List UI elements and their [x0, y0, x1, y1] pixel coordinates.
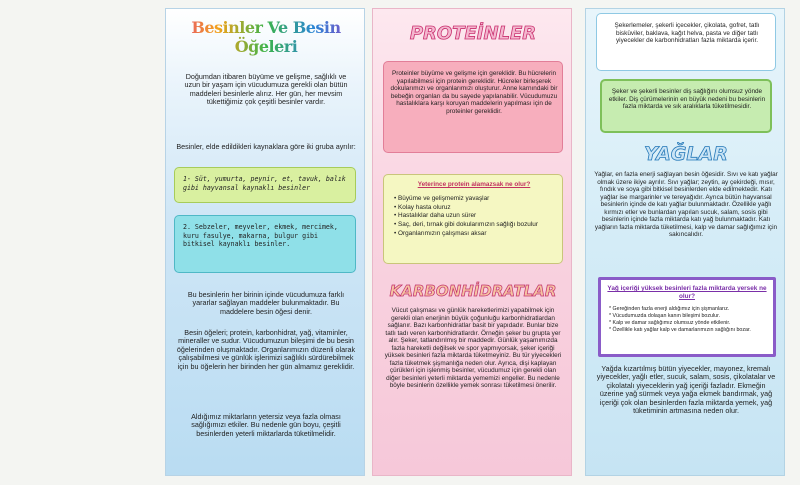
carbohydrates-text: Vücut çalışması ve günlük hareketlerimizi yapabilmek için gerekli olan enerjinin büyük çoğunluğu karbonhidratlardan sağlanır. Bazı karbonhidratlar basit bir yapıdadır. Bunlar bize tatlı tadı veren karbonhidratlardır. Örneğin şeker bu grupta yer alır. Şeker, tatlandırılmış bir maddedir. Günlük yaşamımızda fazla hareketli değilsek ve spor yapmıyorsak, şeker içeriği yüksek besinleri fazla miktarda tüketmeyiniz. Bu tür yiyecekleri fazla tüketmek şişmanlığa neden olur. Ayrıca, dişi kaplayan çürükleri için işlenmiş besinler, vücudumuz için gerekli olan diğer besinleri yeterli miktarda yememizi engeller. Bu nedenle böyle besinlerin özellikle yemek sonrası tüketilmesi önerilir. [384, 307, 562, 390]
deficiency-item: • Hastalıklar daha uzun sürer [394, 212, 477, 220]
panel1-body-3: Aldığımız miktarların yetersiz veya fazla olması sağlığımızı etkiler. Bu nedenle gün boyu, çeşitli besinlerden yeterli miktarlarda tüketilmelidir. [191, 412, 341, 438]
animal-sources-box [174, 167, 356, 203]
panel1-body-1: Bu besinlerin her birinin içinde vücudumuza farklı yararlar sağlayan maddeler bulunmaktadır. Bu maddelere besin öğesi denir. [187, 290, 345, 316]
fats-warning-item: * Kalp ve damar sağlığımız olumsuz yönde etkilenir. [609, 320, 731, 327]
fats-warning-list [609, 306, 769, 335]
panel-nutrients [165, 8, 365, 476]
panel1-groups-intro: Besinler, elde edildikleri kaynaklara göre iki gruba ayrılır: [176, 142, 356, 151]
protein-deficiency-list [394, 195, 556, 238]
protein-deficiency-box [383, 174, 563, 264]
protein-info-text: Proteinler büyüme ve gelişme için gereklidir. Bu hücrelerin yapılabilmesi için protein gereklidir. Hücreler birleşerek dokularımızı ve organlarımızı oluşturur. Anne karnındaki bir bebeğin organları da bu sayede yapılanabilir. Vücudumuzu hastalıklara karşı koruyan maddelerin yapılması için de proteinler gereklidir. [390, 70, 558, 115]
fats-warning-title: Yağ içeriği yüksek besinleri fazla miktarda yersek ne olur? [607, 285, 767, 300]
fats-bottom-text: Yağda kızartılmış bütün yiyecekler, mayonez, kremalı yiyecekler, yağlı etler, sucuk, salam, sosis, çikolatalar ve çikolatalı yiyeceklerin yağ içeriği fazladır. Ekmeğin üzerine yağ sürmek veya yağa ekmek bandırmak, yağ içeriği çok olan besinlerden fazla miktarda yemek, yağ tüketiminin artmasına neden olur. [596, 364, 776, 416]
deficiency-item: • Organlarımızın çalışması aksar [394, 229, 487, 237]
panel1-body-2: Besin öğeleri; protein, karbonhidrat, yağ, vitaminler, mineraller ve sudur. Vücudumuzun bileşimi de bu besin öğelerinden oluşmaktadır. Organlarımızın düzenli olarak çalışabilmesi ve günlük işlerimizi sağlıklı sürdürebilmek için bu öğelerin her birinden her gün almamız gereklidir. [176, 328, 356, 371]
sweets-box [596, 13, 776, 71]
deficiency-item: • Büyüme ve gelişmemiz yavaşlar [394, 195, 490, 202]
sweets-text: Şekerlemeler, şekerli içecekler, çikolata, gofret, tatlı bisküviler, baklava, kağıt helva, pasta ve diğer tatlı yiyecekler de karbonhidratları fazla miktarda içerir. [614, 22, 760, 45]
panel1-title: Besinler Ve Besin Öğeleri [170, 19, 362, 57]
protein-deficiency-title: Yeterince protein alamazsak ne olur? [417, 181, 531, 188]
proteins-title: PROTEİNLER [409, 23, 537, 44]
fats-warning-box [598, 277, 776, 357]
panel-proteins [372, 8, 572, 476]
fats-warning-item: * Özellikle katı yağlar kalp ve damarlarımızın sağlığını bozar. [609, 327, 751, 334]
plant-sources-text: 2. Sebzeler, meyveler, ekmek, mercimek, kuru fasulye, makarna, bulgur gibi bitkisel kaynaklı besinler. [183, 223, 338, 249]
fats-warning-item: * Vücudumuzda dolaşan kanın bileşimi bozulur. [609, 313, 721, 320]
plant-sources-box [174, 215, 356, 273]
animal-sources-text: 1- Süt, yumurta, peynir, et, tavuk, balık gibi hayvansal kaynaklı besinler [183, 175, 346, 192]
fats-title: YAĞLAR [644, 143, 728, 165]
deficiency-item: • Saç, deri, tırnak gibi dokularımızın sağlığı bozulur [394, 220, 538, 228]
deficiency-item: • Kolay hasta oluruz [394, 203, 451, 211]
carbohydrates-title: KARBONHİDRATLAR [389, 282, 557, 300]
fats-warning-item: * Gereğinden fazla enerji aldığımız için şişmanlarız. [609, 306, 730, 312]
sugar-teeth-text: Şeker ve şekerli besinler diş sağlığını olumsuz yönde etkiler. Diş çürümelerinin en büyük nedeni bu besinlerin fazla miktarda ve sık aralıklarla tüketilmesidir. [608, 88, 766, 111]
fats-text: Yağlar, en fazla enerji sağlayan besin öğesidir. Sıvı ve katı yağlar olmak üzere ikiye ayrılır. Sıvı yağlar; zeytin, ay çekirdeği, mısır, fındık ve soya gibi bitkisel besinlerden elde edilmektedir. Katı yağlar ise margarinler ve tereyağıdır. Ayrıca bütün hayvansal besinlerin içinde de katı yağlar bulunmaktadır. Özellikle yağlı kırmızı etler ve bunlardan yapılan sucuk, salam, sosis gibi besinlerin içinde fazla miktarda katı yağ bulunmaktadır. Katı yağların fazla miktarda tüketilmesi, kalp ve damar sağlığımız için sakıncalıdır. [594, 171, 778, 239]
protein-info-box [383, 61, 563, 153]
sugar-teeth-box [600, 79, 772, 133]
panel-fats [585, 8, 785, 476]
panel1-intro: Doğumdan itibaren büyüme ve gelişme, sağlıklı ve uzun bir yaşam için vücudumuza gerekli olan bütün maddeleri besinlerle alırız. Her gün, her mevsim tükettiğimiz çok çeşitli besinler vardır. [184, 72, 348, 107]
